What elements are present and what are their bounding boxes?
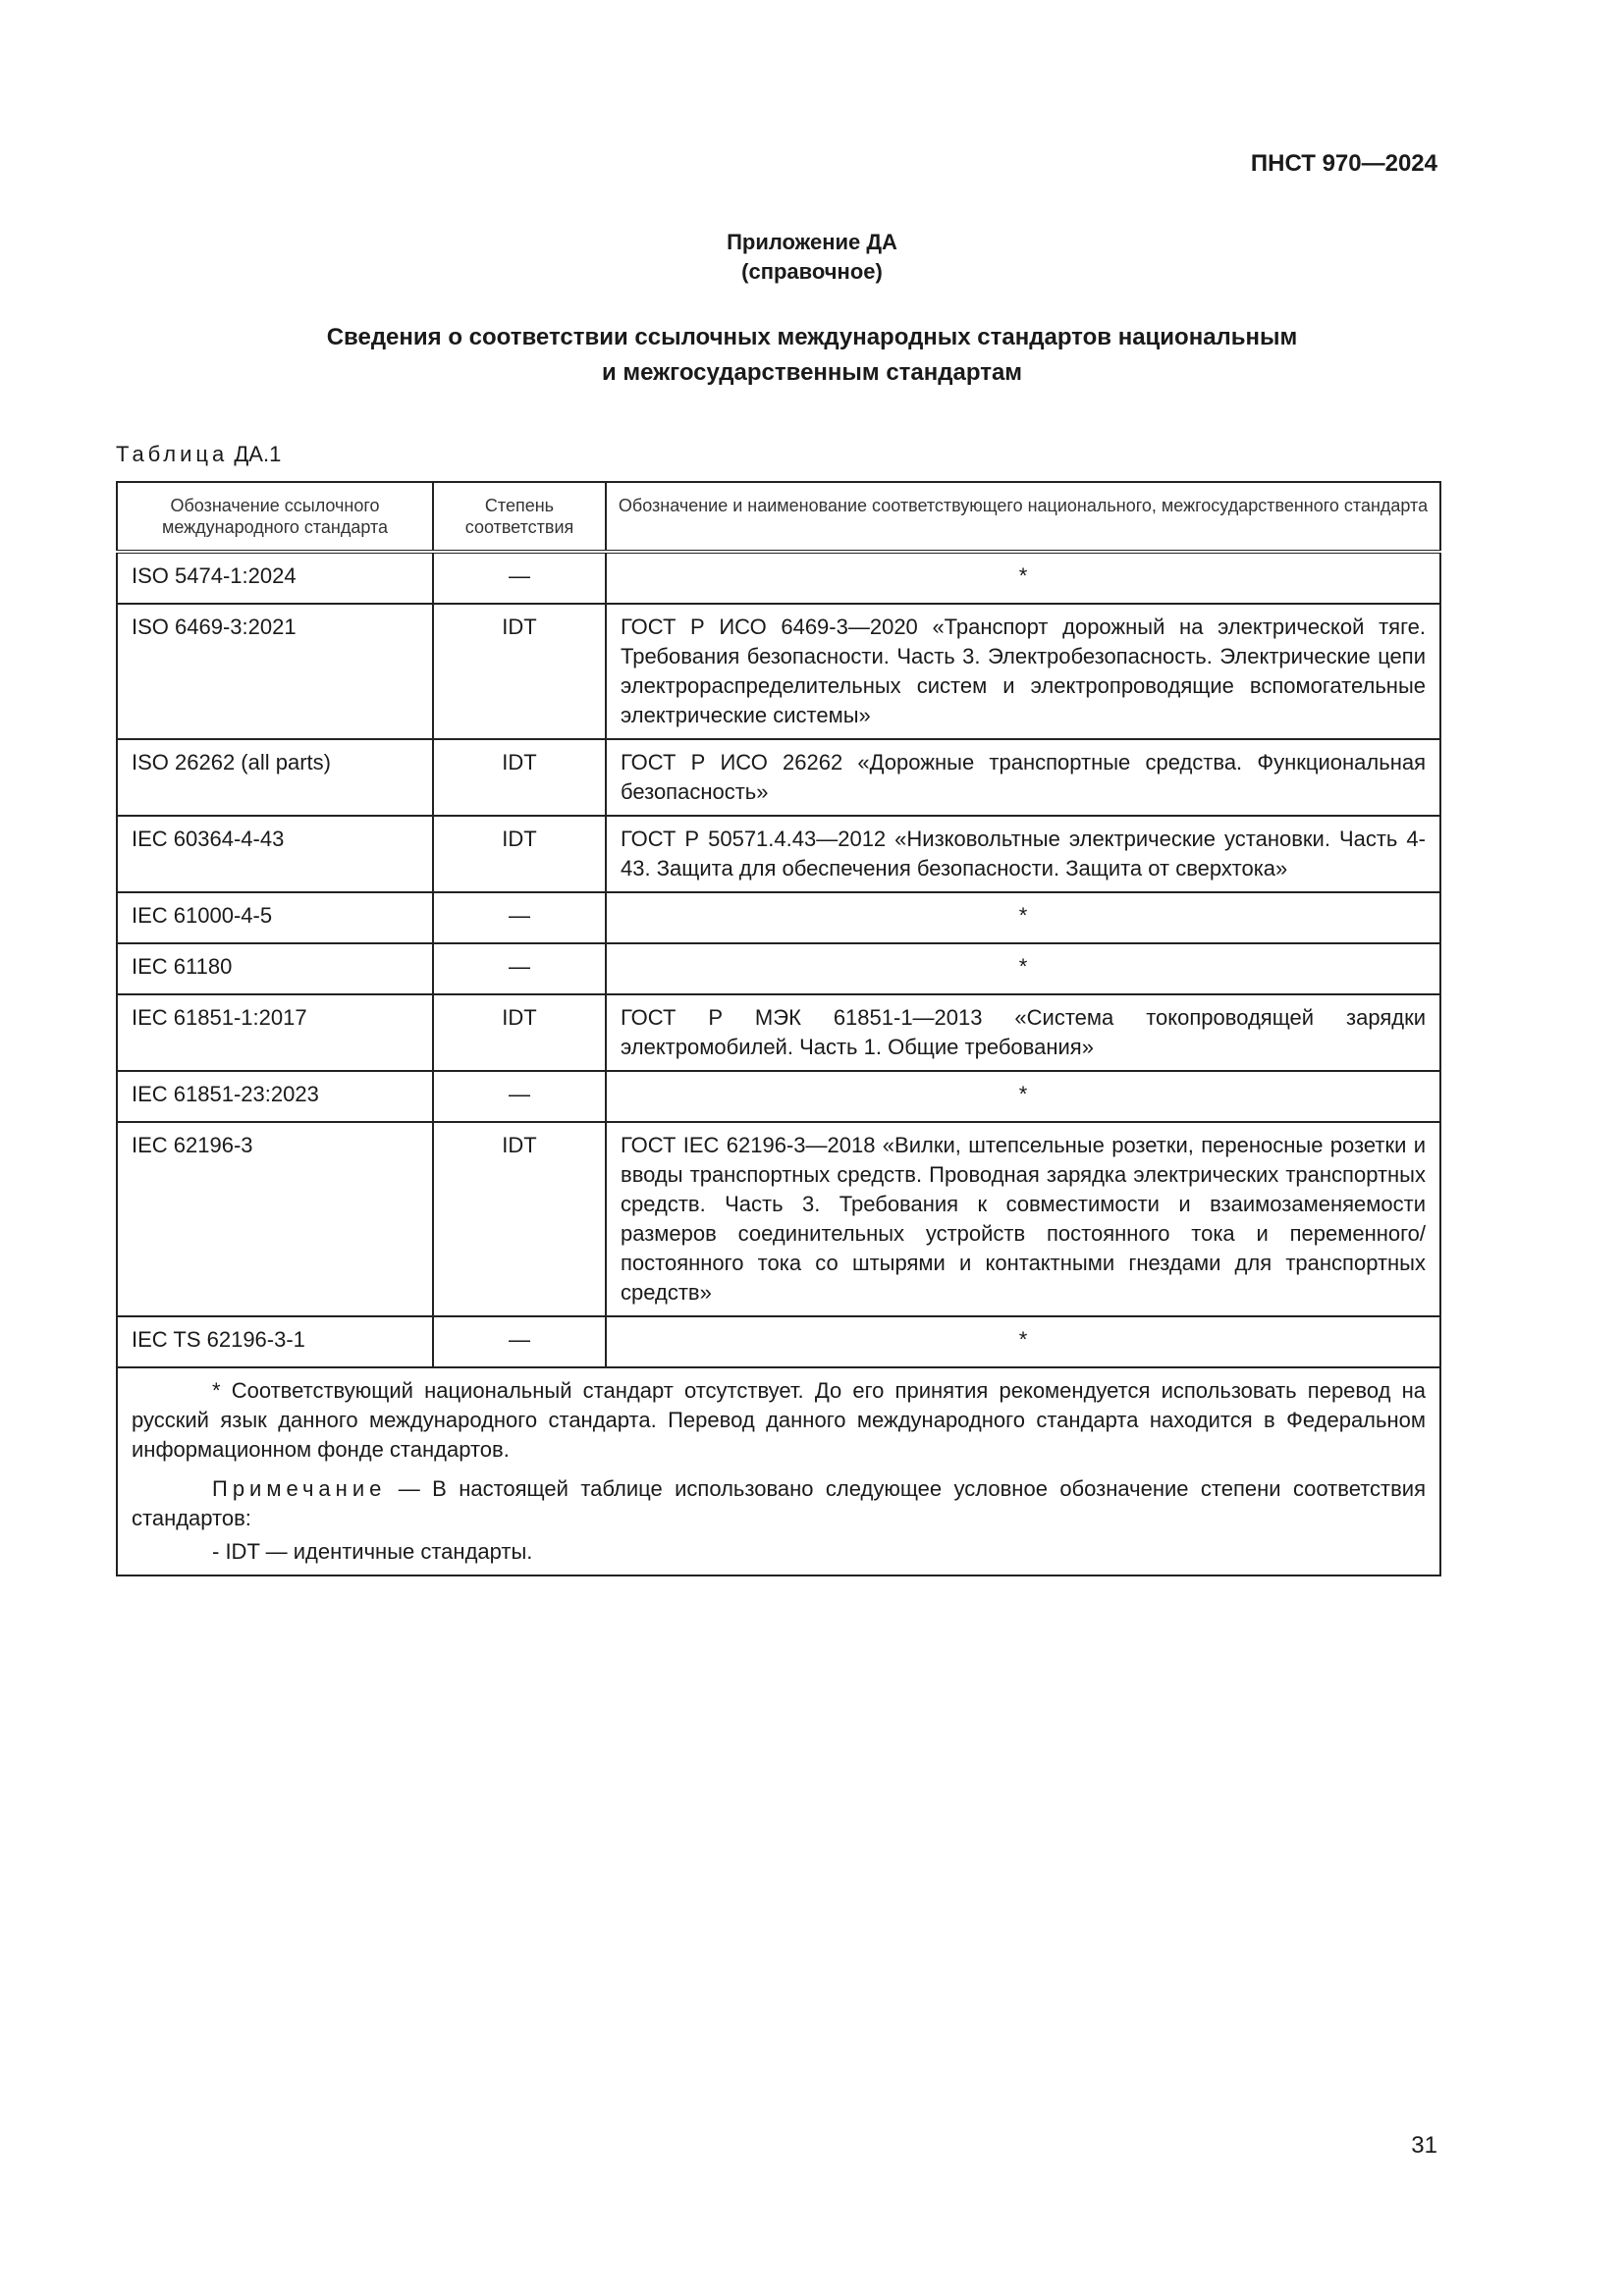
- cell-national: *: [606, 552, 1440, 604]
- table-row: [117, 1071, 1440, 1122]
- table-label-word: Таблица: [116, 442, 229, 466]
- appendix-title-block: [0, 228, 1624, 287]
- cell-international: IEC TS 62196-3-1: [117, 1316, 433, 1367]
- note-item: - IDT — идентичные стандарты.: [212, 1539, 533, 1564]
- cell-national: *: [606, 943, 1440, 994]
- header-international-standard: Обозначение ссылочного международного стандарта: [117, 482, 433, 552]
- cell-national: ГОСТ Р 50571.4.43—2012 «Низковольтные электрические установки. Часть 4-43. Защита для обеспечения безопасности. Защита от сверхтока»: [606, 816, 1440, 892]
- cell-international: IEC 61180: [117, 943, 433, 994]
- table-row: [117, 943, 1440, 994]
- appendix-title: Приложение ДА: [727, 230, 897, 254]
- table-label: [116, 442, 281, 467]
- note: [132, 1474, 1426, 1533]
- cell-international: ISO 26262 (all parts): [117, 739, 433, 816]
- table-row: [117, 1316, 1440, 1367]
- page-number: 31: [1411, 2132, 1437, 2159]
- cell-degree: IDT: [433, 994, 606, 1071]
- cell-degree: IDT: [433, 1122, 606, 1316]
- header-national-standard: Обозначение и наименование соответствующего национального, межгосударственного стандарта: [606, 482, 1440, 552]
- cell-degree: —: [433, 892, 606, 943]
- heading-line-2: и межгосударственным стандартам: [601, 359, 1023, 386]
- heading-line-1: Сведения о соответствии ссылочных международных стандартов национальным: [326, 324, 1298, 350]
- table-row: [117, 892, 1440, 943]
- table-row: [117, 994, 1440, 1071]
- cell-national: *: [606, 892, 1440, 943]
- cell-international: IEC 62196-3: [117, 1122, 433, 1316]
- table-label-number: ДА.1: [234, 442, 282, 466]
- cell-degree: —: [433, 943, 606, 994]
- cell-national: ГОСТ Р ИСО 6469-3—2020 «Транспорт дорожный на электрической тяге. Требования безопасности. Часть 3. Электробезопасность. Электрические цепи электрораспределительных систем и электропроводящие вспомогательные электрические системы»: [606, 604, 1440, 739]
- cell-international: IEC 61851-23:2023: [117, 1071, 433, 1122]
- footnote: * Соответствующий национальный стандарт отсутствует. До его принятия рекомендуется использовать перевод на русский язык данного международного стандарта. Перевод данного международного стандарта находится в Федеральном информационном фонде стандартов.: [132, 1378, 1426, 1462]
- cell-degree: —: [433, 1316, 606, 1367]
- cell-national: *: [606, 1316, 1440, 1367]
- cell-degree: —: [433, 1071, 606, 1122]
- note-label: Примечание: [212, 1476, 387, 1501]
- cell-national: ГОСТ Р ИСО 26262 «Дорожные транспортные средства. Функциональная безопасность»: [606, 739, 1440, 816]
- cell-national: *: [606, 1071, 1440, 1122]
- table-row: [117, 1122, 1440, 1316]
- cell-international: IEC 60364-4-43: [117, 816, 433, 892]
- appendix-type: (справочное): [741, 259, 883, 284]
- cell-national: ГОСТ Р МЭК 61851-1—2013 «Система токопроводящей зарядки электромобилей. Часть 1. Общие требования»: [606, 994, 1440, 1071]
- correspondence-table: [116, 481, 1441, 1576]
- cell-international: ISO 5474-1:2024: [117, 552, 433, 604]
- table-row: [117, 816, 1440, 892]
- table-header-row: [117, 482, 1440, 552]
- cell-international: IEC 61000-4-5: [117, 892, 433, 943]
- cell-degree: IDT: [433, 604, 606, 739]
- cell-international: IEC 61851-1:2017: [117, 994, 433, 1071]
- table-footer-row: [117, 1367, 1440, 1575]
- cell-degree: IDT: [433, 816, 606, 892]
- section-heading: [0, 320, 1624, 391]
- table-row: [117, 552, 1440, 604]
- cell-international: ISO 6469-3:2021: [117, 604, 433, 739]
- table-footer: [117, 1367, 1440, 1575]
- table-row: [117, 604, 1440, 739]
- cell-national: ГОСТ IEC 62196-3—2018 «Вилки, штепсельные розетки, переносные розетки и вводы транспортных средств. Проводная зарядка электрических транспортных средств. Часть 3. Требования к совместимости и взаимозаменяемости размеров соединительных устройств постоянного тока и переменного/постоянного тока со штырями и контактными гнездами для транспортных средств»: [606, 1122, 1440, 1316]
- cell-degree: IDT: [433, 739, 606, 816]
- table-row: [117, 739, 1440, 816]
- note-text: — В настоящей таблице использовано следующее условное обозначение степени соответствия стандартов:: [132, 1476, 1426, 1530]
- cell-degree: —: [433, 552, 606, 604]
- document-code: ПНСТ 970—2024: [1250, 150, 1437, 177]
- header-degree: Степень соответствия: [433, 482, 606, 552]
